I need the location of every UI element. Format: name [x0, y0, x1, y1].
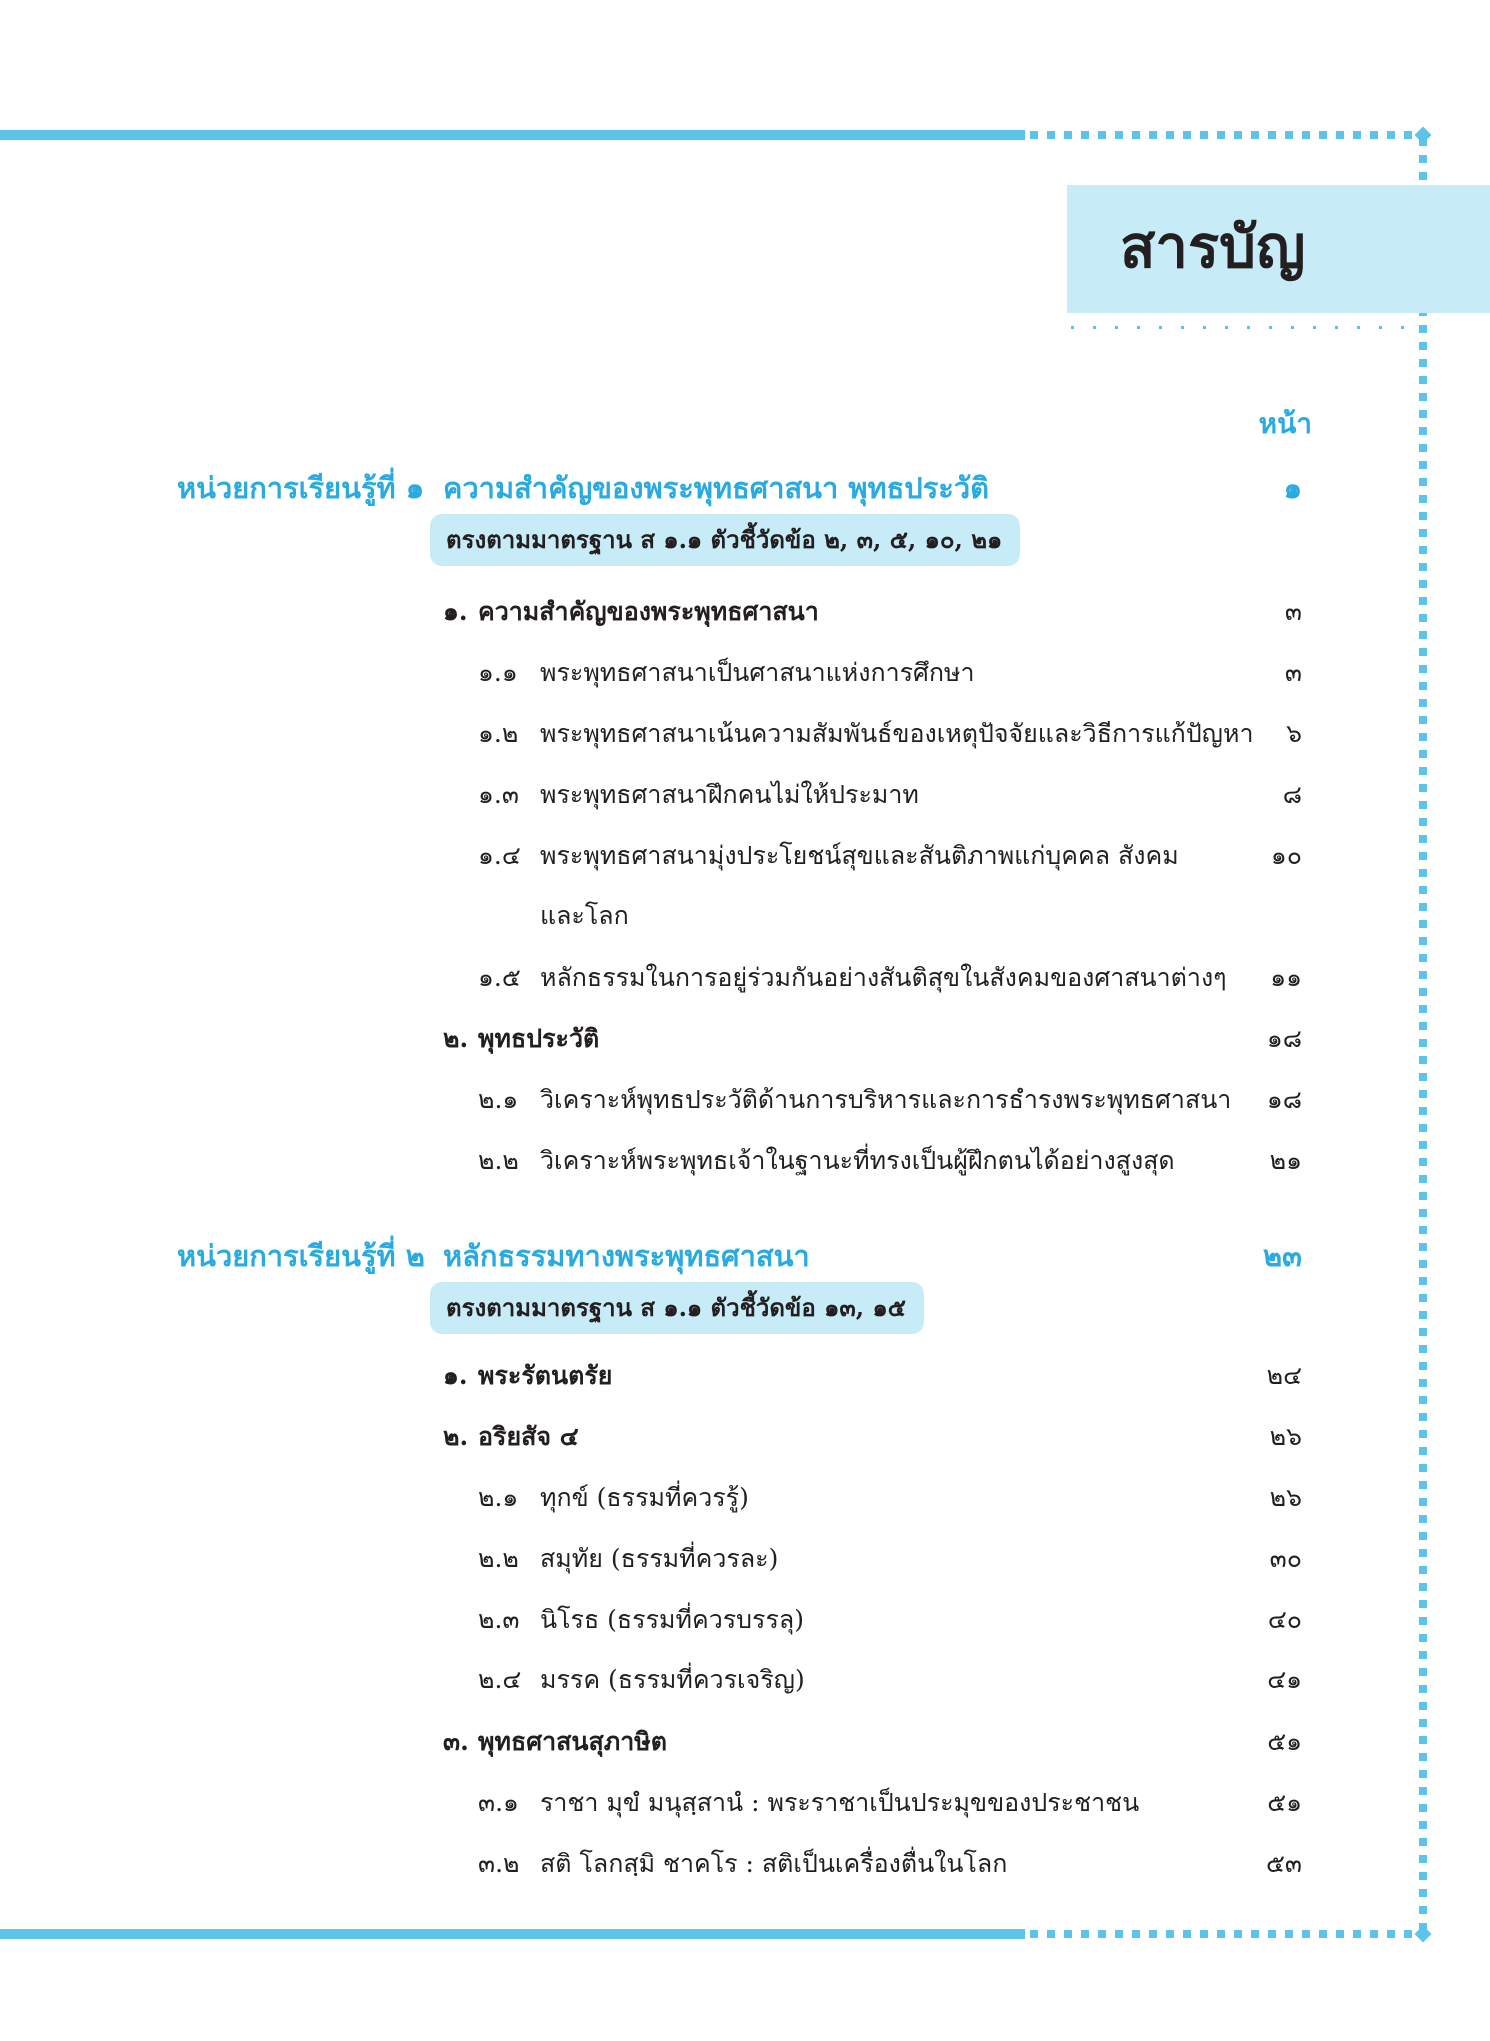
- subsection-number: ๑.๔: [478, 841, 521, 870]
- subsection-title: หลักธรรมในการอยู่ร่วมกันอย่างสันติสุขในสังคมของศาสนาต่างๆ: [540, 963, 1227, 992]
- subsection-title: มรรค (ธรรมที่ควรเจริญ): [540, 1665, 805, 1694]
- subsection-page-number: ๑๑: [1270, 963, 1302, 992]
- subsection-title-continued: และโลก: [540, 901, 629, 930]
- toc-subsection-row[interactable]: [0, 1478, 1490, 1528]
- subsection-title: สติ โลกสฺมิ ชาคโร : สติเป็นเครื่องตื่นในโลก: [540, 1849, 1008, 1878]
- toc-subsection-row[interactable]: [0, 1600, 1490, 1650]
- standard-badge: ตรงตามมาตรฐาน ส ๑.๑ ตัวชี้วัดข้อ ๑๓, ๑๕: [430, 1282, 924, 1334]
- subsection-page-number: ๓๐: [1269, 1544, 1302, 1573]
- section-title: ความสำคัญของพระพุทธศาสนา: [478, 597, 819, 626]
- toc-subsection-continuation[interactable]: [0, 896, 1490, 946]
- page-title: สารบัญ: [1120, 213, 1306, 281]
- section-title: พุทธศาสนสุภาษิต: [478, 1727, 667, 1756]
- unit-heading-row: [0, 465, 1490, 515]
- subsection-number: ๒.๑: [478, 1483, 519, 1512]
- subsection-title: สมุทัย (ธรรมที่ควรละ): [540, 1544, 779, 1573]
- section-number: ๒.: [443, 1422, 469, 1451]
- subsection-number: ๑.๓: [478, 780, 519, 809]
- subsection-page-number: ๓: [1284, 658, 1302, 687]
- bottom-dotted-border: [1030, 1930, 1425, 1938]
- toc-subsection-row[interactable]: [0, 775, 1490, 825]
- toc-subsection-row[interactable]: [0, 1080, 1490, 1130]
- section-page-number: ๓: [1284, 597, 1302, 626]
- subsection-number: ๑.๒: [478, 719, 519, 748]
- toc-subsection-row[interactable]: [0, 1539, 1490, 1589]
- subsection-page-number: ๒๑: [1269, 1146, 1302, 1175]
- section-number: ๒.: [443, 1024, 469, 1053]
- unit-page-number: ๒๓: [1263, 1239, 1302, 1273]
- toc-subsection-row[interactable]: [0, 1783, 1490, 1833]
- subsection-page-number: ๖: [1286, 719, 1302, 748]
- bottom-border-line: [0, 1929, 1025, 1939]
- toc-section-row[interactable]: [0, 1722, 1490, 1772]
- subsection-number: ๒.๑: [478, 1085, 519, 1114]
- subsection-title: วิเคราะห์พุทธประวัติด้านการบริหารและการธำรงพระพุทธศาสนา: [540, 1085, 1232, 1114]
- subsection-number: ๒.๒: [478, 1544, 519, 1573]
- subsection-page-number: ๘: [1282, 780, 1302, 809]
- bottom-right-corner-ornament: [1415, 1926, 1432, 1943]
- subsection-number: ๓.๒: [478, 1849, 520, 1878]
- unit-label: หน่วยการเรียนรู้ที่ ๑: [177, 471, 425, 505]
- unit-page-number: ๑: [1283, 471, 1302, 505]
- section-number: ๓.: [443, 1727, 469, 1756]
- section-page-number: ๒๖: [1269, 1422, 1302, 1451]
- standard-badge: ตรงตามมาตรฐาน ส ๑.๑ ตัวชี้วัดข้อ ๒, ๓, ๕, ๑๐, ๒๑: [430, 514, 1020, 566]
- subsection-number: ๒.๓: [478, 1605, 520, 1634]
- top-border-line: [0, 130, 1025, 140]
- section-title: อริยสัจ ๔: [478, 1422, 579, 1451]
- toc-section-row[interactable]: [0, 592, 1490, 642]
- section-page-number: ๒๔: [1266, 1361, 1302, 1390]
- subsection-title: พระพุทธศาสนาเป็นศาสนาแห่งการศึกษา: [540, 658, 975, 687]
- unit-title[interactable]: ความสำคัญของพระพุทธศาสนา พุทธประวัติ: [443, 471, 989, 505]
- subsection-title: วิเคราะห์พระพุทธเจ้าในฐานะที่ทรงเป็นผู้ฝึกตนได้อย่างสูงสุด: [540, 1146, 1175, 1175]
- subsection-number: ๑.๑: [478, 658, 518, 687]
- subsection-page-number: ๑๐: [1270, 841, 1302, 870]
- subsection-page-number: ๕๑: [1267, 1788, 1302, 1817]
- toc-subsection-row[interactable]: [0, 1660, 1490, 1710]
- subsection-page-number: ๔๐: [1267, 1605, 1302, 1634]
- toc-section-row[interactable]: [0, 1417, 1490, 1467]
- subsection-page-number: ๔๑: [1267, 1665, 1302, 1694]
- section-number: ๑.: [443, 1361, 468, 1390]
- title-dotted-underline: [1071, 326, 1431, 329]
- toc-subsection-row[interactable]: [0, 836, 1490, 886]
- subsection-title: ราชา มุขํ มนุสฺสานํ : พระราชาเป็นประมุขของประชาชน: [540, 1788, 1140, 1817]
- subsection-title: พระพุทธศาสนาเน้นความสัมพันธ์ของเหตุปัจจัยและวิธีการแก้ปัญหา: [540, 719, 1254, 748]
- section-number: ๑.: [443, 597, 468, 626]
- toc-subsection-row[interactable]: [0, 653, 1490, 703]
- subsection-title: นิโรธ (ธรรมที่ควรบรรลุ): [540, 1605, 804, 1634]
- subsection-number: ๓.๑: [478, 1788, 519, 1817]
- subsection-page-number: ๑๘: [1266, 1085, 1302, 1114]
- subsection-number: ๒.๔: [478, 1665, 522, 1694]
- section-page-number: ๑๘: [1266, 1024, 1302, 1053]
- subsection-number: ๑.๕: [478, 963, 521, 992]
- subsection-title: พระพุทธศาสนาฝึกคนไม่ให้ประมาท: [540, 780, 919, 809]
- unit-label: หน่วยการเรียนรู้ที่ ๒: [177, 1239, 425, 1273]
- unit-title[interactable]: หลักธรรมทางพระพุทธศาสนา: [443, 1239, 810, 1273]
- top-dotted-border: [1030, 131, 1425, 139]
- section-title: พุทธประวัติ: [478, 1024, 600, 1053]
- toc-subsection-row[interactable]: [0, 1141, 1490, 1191]
- toc-subsection-row[interactable]: [0, 714, 1490, 764]
- toc-subsection-row[interactable]: [0, 1844, 1490, 1894]
- section-title: พระรัตนตรัย: [478, 1361, 613, 1390]
- toc-section-row[interactable]: [0, 1356, 1490, 1406]
- subsection-page-number: ๒๖: [1269, 1483, 1302, 1512]
- toc-section-row[interactable]: [0, 1019, 1490, 1069]
- page-column-header: หน้า: [1258, 407, 1312, 440]
- subsection-number: ๒.๒: [478, 1146, 519, 1175]
- subsection-title: พระพุทธศาสนามุ่งประโยชน์สุขและสันติภาพแก่บุคคล สังคม: [540, 841, 1179, 870]
- subsection-title: ทุกข์ (ธรรมที่ควรรู้): [540, 1483, 749, 1512]
- section-page-number: ๕๑: [1267, 1727, 1302, 1756]
- unit-heading-row: [0, 1233, 1490, 1283]
- toc-subsection-row[interactable]: [0, 958, 1490, 1008]
- subsection-page-number: ๕๓: [1265, 1849, 1302, 1878]
